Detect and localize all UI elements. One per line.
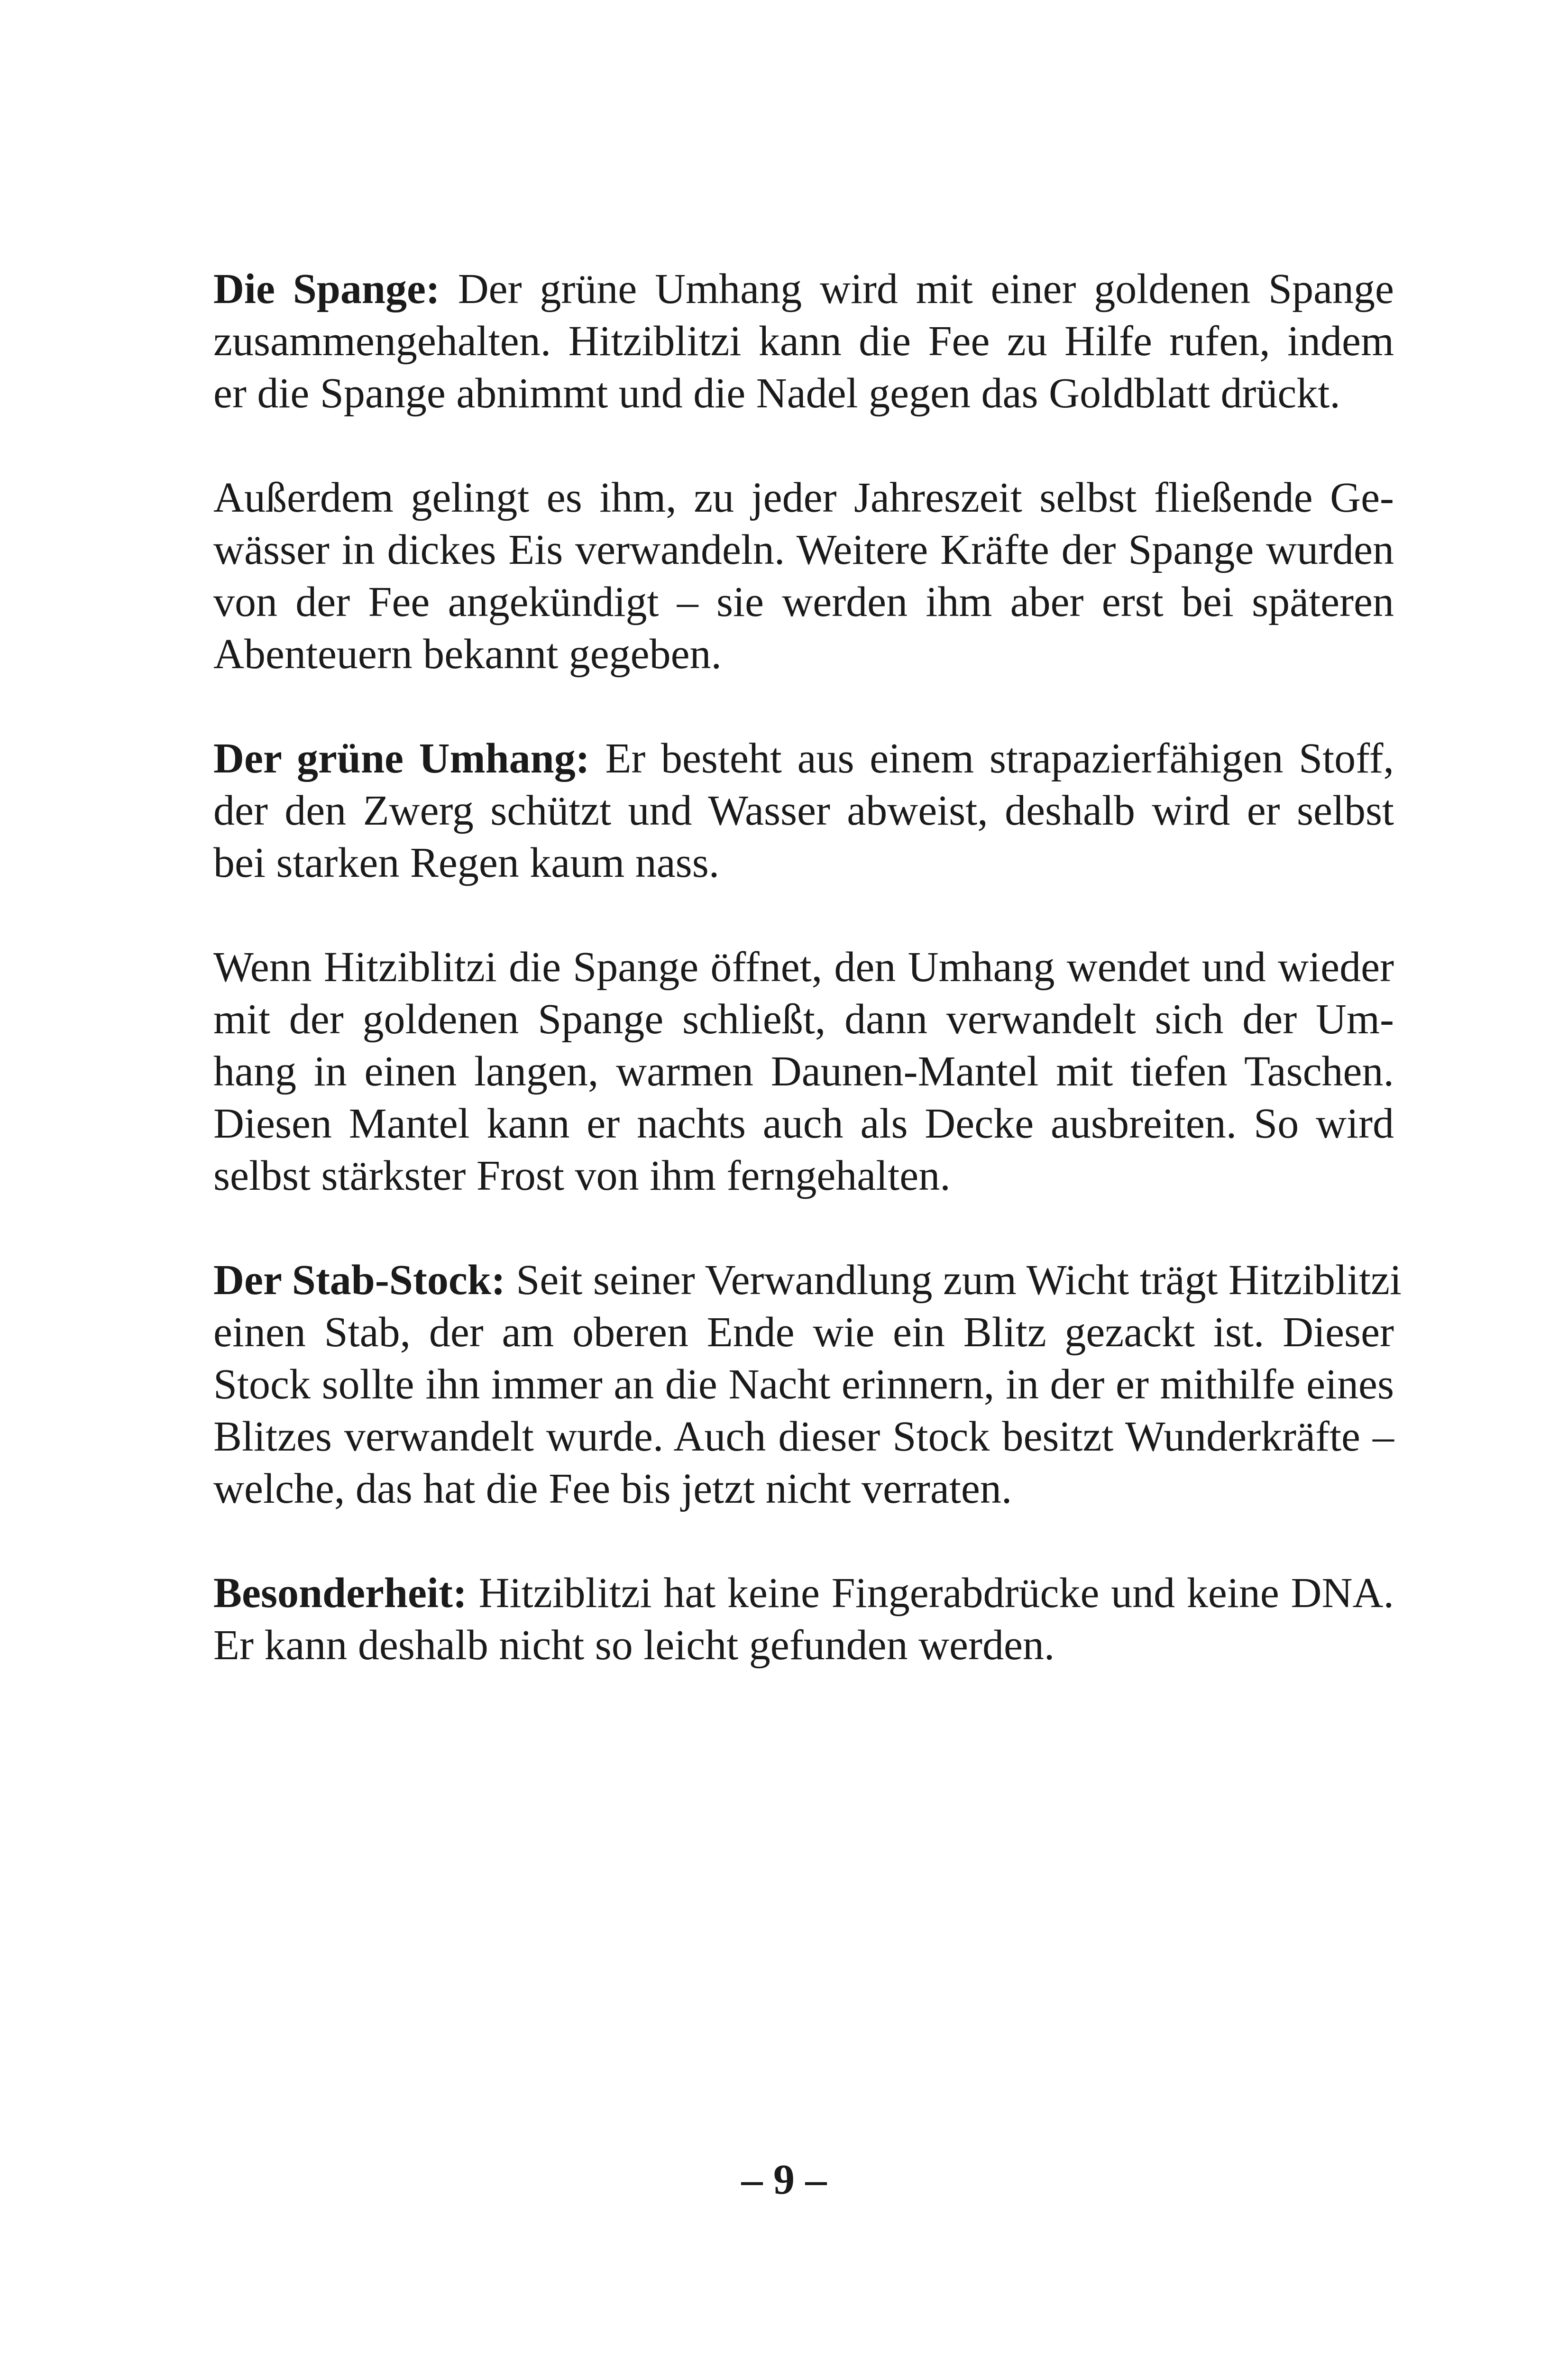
page-body <box>213 263 1402 1724</box>
text-line <box>213 1254 1402 1306</box>
line-text: Der grüne Umhang wird mit einer goldenen Spange <box>440 266 1394 312</box>
paragraph-umhang <box>213 733 1394 889</box>
text-line <box>213 263 1394 315</box>
text-line: Er kann deshalb nicht so leicht gefunden werden. <box>213 1622 1055 1669</box>
text-line: zusammengehalten. Hitziblitzi kann die Fee zu Hilfe rufen, indem <box>213 318 1394 365</box>
line-text: Seit seiner Verwandlung zum Wicht trägt Hitziblitzi <box>505 1257 1402 1304</box>
line-text: Hitziblitzi hat keine Fingerabdrücke und keine DNA. <box>467 1570 1394 1617</box>
text-line <box>213 1567 1394 1619</box>
paragraph-label: Die Spange: <box>213 266 440 312</box>
text-line <box>213 733 1394 785</box>
text-line: Blitzes verwandelt wurde. Auch dieser Stock besitzt Wunderkräfte – <box>213 1413 1394 1460</box>
paragraph-besonderheit <box>213 1567 1394 1672</box>
text-line: welche, das hat die Fee bis jetzt nicht verraten. <box>213 1465 1012 1512</box>
page-number: – 9 – <box>741 2156 827 2203</box>
text-line: hang in einen langen, warmen Daunen-Mantel mit tiefen Taschen. <box>213 1048 1394 1095</box>
text-line: er die Spange abnimmt und die Nadel gegen das Goldblatt drückt. <box>213 370 1340 417</box>
text-line: bei starken Regen kaum nass. <box>213 839 720 886</box>
text-line: selbst stärkster Frost von ihm ferngehalten. <box>213 1152 951 1199</box>
line-text: Er besteht aus einem strapazierfähigen Stoff, <box>589 735 1394 782</box>
text-line: Diesen Mantel kann er nachts auch als Decke ausbreiten. So wird <box>213 1100 1394 1147</box>
text-line: mit der goldenen Spange schließt, dann verwandelt sich der Um- <box>213 996 1394 1043</box>
paragraph-spange <box>213 263 1394 420</box>
text-line: wässer in dickes Eis verwandeln. Weitere Kräfte der Spange wurden <box>213 526 1394 573</box>
paragraph-label: Der grüne Umhang: <box>213 735 590 782</box>
paragraph-umhang-mantel <box>213 941 1394 1202</box>
text-line: Außerdem gelingt es ihm, zu jeder Jahreszeit selbst fließende Ge- <box>213 474 1394 521</box>
paragraph-label: Der Stab-Stock: <box>213 1257 505 1304</box>
paragraph-stab-stock <box>213 1254 1402 1515</box>
paragraph-spange-powers <box>213 472 1394 680</box>
text-line: von der Fee angekündigt – sie werden ihm aber erst bei späteren <box>213 579 1394 625</box>
text-line: Stock sollte ihn immer an die Nacht erinnern, in der er mithilfe eines <box>213 1361 1394 1408</box>
text-line: einen Stab, der am oberen Ende wie ein Blitz gezackt ist. Dieser <box>213 1309 1394 1356</box>
text-line: Wenn Hitziblitzi die Spange öffnet, den Umhang wendet und wieder <box>213 944 1394 991</box>
paragraph-label: Besonderheit: <box>213 1570 467 1617</box>
text-line: Abenteuern bekannt gegeben. <box>213 631 722 678</box>
text-line: der den Zwerg schützt und Wasser abweist, deshalb wird er selbst <box>213 787 1394 834</box>
